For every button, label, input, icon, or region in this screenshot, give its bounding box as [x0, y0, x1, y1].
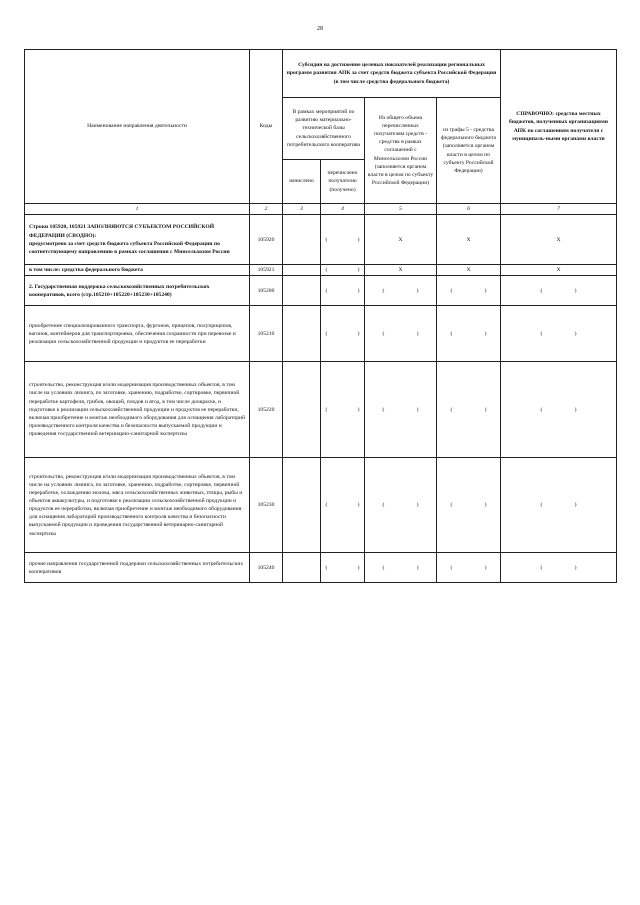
cell-col4: ( ): [321, 553, 365, 583]
row-name: [25, 215, 250, 265]
row-name: строительство, реконструкция и/или модернизация производственных объектов, в том числе на условиях лизинга, по заготовке, хранению, подработке, сортировке, первичной переработке картофеля, грибов, овощей, плодов и ягод, в том числе доокраске, и подготовке к реализации сельскохозяйственной продукции и продуктов ее переработки, включая приобретение и монтаж необходимого оборудования для оснащения лабораторий производственного контроля качества и безопасности выпускаемой продукции и проведения государственной ветеринарно-санитарной экспертизы: [25, 362, 250, 458]
page-number: 28: [317, 26, 323, 32]
cell-col6: X: [437, 215, 501, 265]
col-number-4: 4: [321, 204, 365, 215]
header-total-transferred: Из общего объема перечисленных получателям средств - средства в рамках соглашений с Минсельхозом России (заполняется органом власти в целом по субъекту Российской Федерации): [365, 98, 437, 204]
header-from-col5: из графы 5 - средства федерального бюджета (заполняется органом власти в целом по субъекту Российской Федерации): [437, 98, 501, 204]
cell-col6: X: [437, 265, 501, 276]
cell-col3: [283, 276, 321, 306]
row-name: в том числе: средства федерального бюджета: [25, 265, 250, 276]
cell-col3: [283, 306, 321, 362]
cell-col5: ( ): [365, 306, 437, 362]
header-code-cell: Коды: [250, 50, 283, 204]
cell-col3: [283, 553, 321, 583]
cell-col7: ( ): [501, 306, 617, 362]
table-row: [25, 553, 617, 583]
header-subsidy-cell: Субсидия на достижение целевых показателей реализации региональных программ развития АПК за счет средств бюджета субъекта Российской Федерации (в том числе средства федерального бюджета): [283, 50, 501, 98]
col-number-5: 5: [365, 204, 437, 215]
cell-col7: X: [501, 265, 617, 276]
cell-col4: ( ): [321, 215, 365, 265]
cell-col6: ( ): [437, 458, 501, 553]
cell-col4: ( ): [321, 265, 365, 276]
row-name-rest: предусмотрено за счет средств бюджета субъекта Российской Федерации по соответствующему направлению в рамках соглашения с Минсельхозом России: [29, 240, 230, 255]
report-table: [24, 49, 617, 583]
cell-col7: ( ): [501, 362, 617, 458]
table-row: [25, 458, 617, 553]
cell-col3: [283, 458, 321, 553]
header-transferred: перечислено получателю (получено): [321, 160, 365, 204]
cell-col7: ( ): [501, 553, 617, 583]
cell-col4: ( ): [321, 458, 365, 553]
row-code: 105210: [250, 306, 283, 362]
col-number-3: 3: [283, 204, 321, 215]
row-name: строительство, реконструкция и/или модернизация производственных объектов, в том числе на условиях лизинга, по заготовке, хранению, подработке, сортировке, первичной переработке, охлаждению молока, мяса сельскохозяйственных животных, птицы, рыбы и объектов аквакультуры, и подготовке к реализации сельскохозяйственной продукции и продуктов ее переработки, включая приобретение и монтаж необходимого оборудования для оснащения лабораторий производственного контроля качества и безопасности выпускаемой продукции и проведения государственной ветеринарно-санитарной экспертизы: [25, 458, 250, 553]
cell-col3: [283, 265, 321, 276]
row-code: 105220: [250, 362, 283, 458]
cell-col4: ( ): [321, 362, 365, 458]
row-name: приобретение специализированного транспорта, фургонов, прицепов, полуприцепов, вагонов, контейнеров для транспортировки, обеспечения сохранности при перевозке и реализации сельскохозяйственной продукции и продуктов ее переработки: [25, 306, 250, 362]
table-row: [25, 215, 617, 265]
cell-col5: ( ): [365, 553, 437, 583]
row-name-bold: Строки 105920, 105921 ЗАПОЛНЯЮТСЯ СУБЪЕКТОМ РОССИЙСКОЙ ФЕДЕРАЦИИ (СВОДНО):: [29, 224, 215, 239]
row-code: 105240: [250, 553, 283, 583]
row-name: 2. Государственная поддержка сельскохозяйственных потребительских кооперативов, всего (стр.105210+105220+105230+105240): [25, 276, 250, 306]
col-number-2: 2: [250, 204, 283, 215]
header-name-cell: Наименование направления деятельности: [25, 50, 250, 204]
cell-col6: ( ): [437, 306, 501, 362]
cell-col7: ( ): [501, 458, 617, 553]
cell-col7: X: [501, 215, 617, 265]
table-row: [25, 276, 617, 306]
cell-col3: [283, 362, 321, 458]
table-row: [25, 306, 617, 362]
header-reference-cell: СПРАВОЧНО: средства местных бюджетов, полученных организациями АПК по соглашениям получателя с муниципаль-ными органами власти: [501, 50, 617, 204]
cell-col5: ( ): [365, 362, 437, 458]
table-row: [25, 362, 617, 458]
col-number-6: 6: [437, 204, 501, 215]
header-subsidy-sub1: В рамках мероприятий по развитию материально-технической базы сельскохозяйственного потребительского кооператива: [283, 98, 365, 160]
cell-col3: [283, 215, 321, 265]
cell-col5: ( ): [365, 276, 437, 306]
col-number-7: 7: [501, 204, 617, 215]
col-number-1: 1: [25, 204, 250, 215]
cell-col4: ( ): [321, 276, 365, 306]
cell-col6: ( ): [437, 553, 501, 583]
cell-col5: X: [365, 215, 437, 265]
row-code: 105921: [250, 265, 283, 276]
header-accrued: начислено: [283, 160, 321, 204]
cell-col6: ( ): [437, 362, 501, 458]
row-name: прочие направления государственной поддержки сельскохозяйственных потребительских кооперативов: [25, 553, 250, 583]
cell-col7: ( ): [501, 276, 617, 306]
row-code: 105200: [250, 276, 283, 306]
row-code: 105230: [250, 458, 283, 553]
table-row: [25, 265, 617, 276]
cell-col5: X: [365, 265, 437, 276]
cell-col6: ( ): [437, 276, 501, 306]
row-code: 105920: [250, 215, 283, 265]
cell-col5: ( ): [365, 458, 437, 553]
cell-col4: ( ): [321, 306, 365, 362]
